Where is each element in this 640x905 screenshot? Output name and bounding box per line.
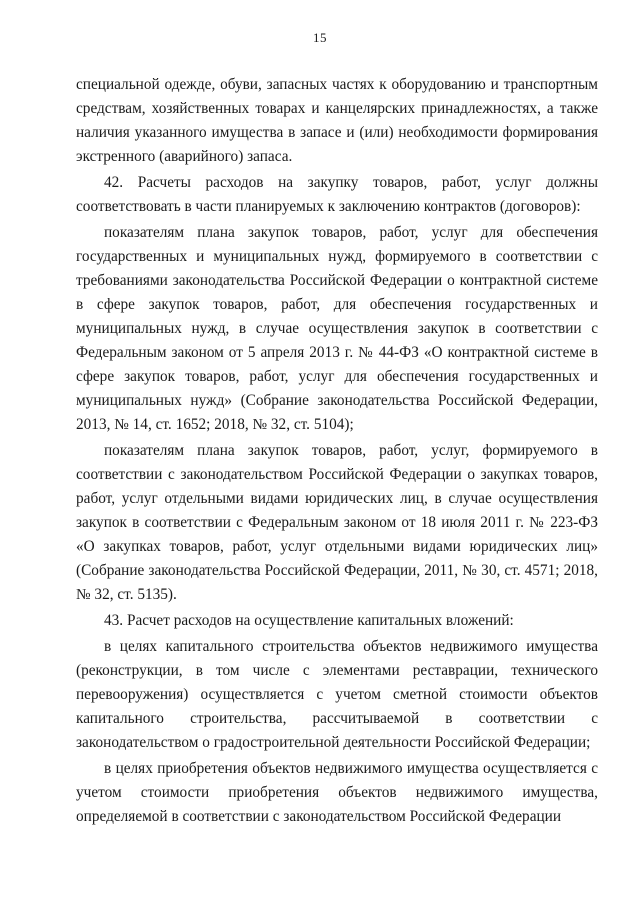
page-number: 15 [313,30,327,45]
paragraph-capital-construction: в целях капитального строительства объектов недвижимого имущества (реконструкции, в том числе с элементами реставрации, технического перевооружения) осуществляется с учетом сметной стоимости объектов капитального строительства, рассчитываемой в соответствии с законодательством о градостроительной деятельности Российской Федерации; [76,638,598,751]
document-body [76,73,598,829]
paragraph-continuation: специальной одежде, обуви, запасных частях к оборудованию и транспортным средствам, хозяйственных товарах и канцелярских принадлежностях, а также наличия указанного имущества в запасе и (или) необходимости формирования экстренного (аварийного) запаса. [76,76,598,165]
paragraph-44fz-plan: показателям плана закупок товаров, работ, услуг для обеспечения государственных и муниципальных нужд, формируемого в соответствии с требованиями законодательства Российской Федерации о контрактной системе в сфере закупок товаров, работ, для обеспечения государственных и муниципальных нужд, в случае осуществления закупок в соответствии с Федеральным законом от 5 апреля 2013 г. № 44-ФЗ «О контрактной системе в сфере закупок товаров, работ, услуг для обеспечения государственных и муниципальных нужд» (Собрание законодательства Российской Федерации, 2013, № 14, ст. 1652; 2018, № 32, ст. 5104); [76,224,598,433]
paragraph-223fz-plan: показателям плана закупок товаров, работ, услуг, формируемого в соответствии с законодательством Российской Федерации о закупках товаров, работ, услуг отдельными видами юридических лиц, в случае осуществления закупок в соответствии с Федеральным законом от 18 июля 2011 г. № 223-ФЗ «О закупках товаров, работ, услуг отдельными видами юридических лиц» (Собрание законодательства Российской Федерации, 2011, № 30, ст. 4571; 2018, № 32, ст. 5135). [76,442,598,603]
paragraph-item-42: 42. Расчеты расходов на закупку товаров, работ, услуг должны соответствовать в части планируемых к заключению контрактов (договоров): [76,174,598,215]
paragraph-item-43: 43. Расчет расходов на осуществление капитальных вложений: [104,612,514,629]
paragraph-property-acquisition: в целях приобретения объектов недвижимого имущества осуществляется с учетом стоимости приобретения объектов недвижимого имущества, определяемой в соответствии с законодательством Российской Федерации [76,760,598,825]
